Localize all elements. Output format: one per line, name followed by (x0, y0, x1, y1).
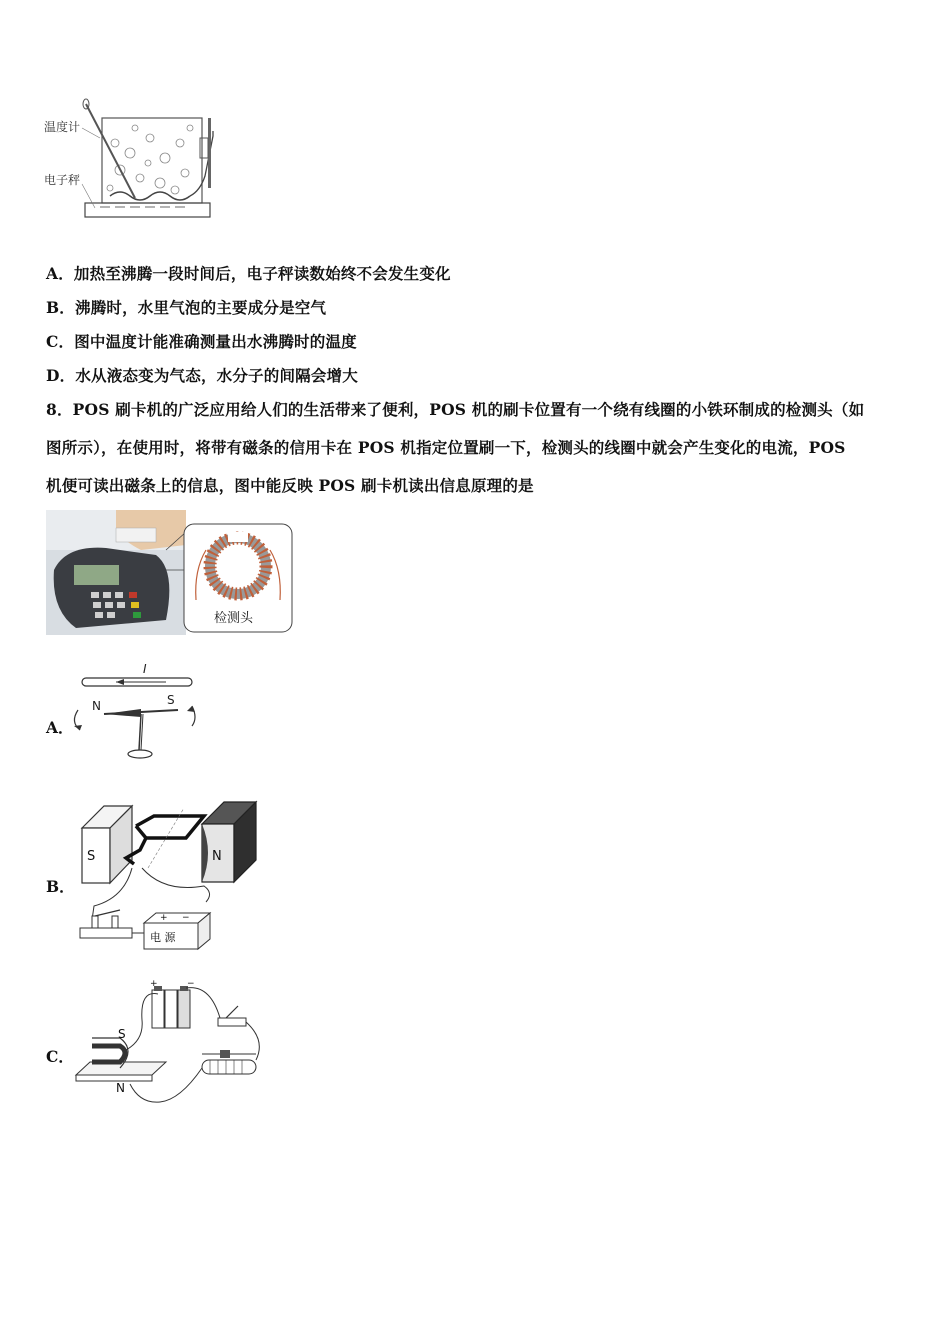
q8-stem-line3: 机便可读出磁条上的信息，图中能反映 POS 刷卡机读出信息原理的是 (46, 476, 534, 495)
electromagnet-n-label: N (116, 1081, 125, 1095)
option-c-figure (70, 980, 270, 1110)
svg-text:−: − (182, 913, 190, 923)
detector-label: 检测头 (214, 611, 254, 626)
motor-principle-diagram (74, 798, 264, 958)
q8-stem-line2: 图所示），在使用时，将带有磁条的信用卡在 POS 机指定位置刷一下，检测头的线圈中就会产生变化的电流，POS (46, 438, 846, 457)
figure-pos-machine (46, 510, 296, 635)
oersted-experiment-diagram (66, 662, 206, 767)
q7-option-c: C．图中温度计能准确测量出水沸腾时的温度 (46, 332, 357, 351)
thermometer-label: 温度计 (44, 120, 81, 134)
pos-machine-photo (46, 510, 296, 635)
option-c-label: C． (46, 1047, 74, 1066)
svg-text:+: + (160, 913, 168, 923)
q7-option-a: A．加热至沸腾一段时间后，电子秤读数始终不会发生变化 (46, 264, 451, 283)
current-label: I (143, 662, 147, 676)
battery-minus: − (187, 980, 195, 989)
option-b-figure (74, 798, 264, 958)
magnet-s-label: S (87, 849, 96, 864)
north-pole-label: N (92, 699, 101, 713)
power-source-label: 电 源 (150, 931, 176, 944)
magnet-n-label: N (212, 849, 222, 864)
scale-label: 电子秤 (44, 173, 81, 187)
battery-plus: + (150, 980, 158, 989)
electromagnet-circuit-diagram (70, 980, 270, 1110)
q8-stem-line1: 8．POS 刷卡机的广泛应用给人们的生活带来了便利，POS 机的刷卡位置有一个绕有线圈的小铁环制成的检测头（如 (46, 400, 865, 419)
south-pole-label: S (167, 693, 175, 707)
option-a-label: A． (46, 718, 74, 737)
option-a-figure (66, 662, 206, 767)
q7-option-b: B．沸腾时，水里气泡的主要成分是空气 (46, 298, 327, 317)
electromagnet-s-label: S (118, 1027, 126, 1041)
option-b-label: B． (46, 877, 75, 896)
q7-option-d: D．水从液态变为气态，水分子的间隔会增大 (46, 366, 358, 385)
figure-boiling-water (40, 98, 230, 228)
